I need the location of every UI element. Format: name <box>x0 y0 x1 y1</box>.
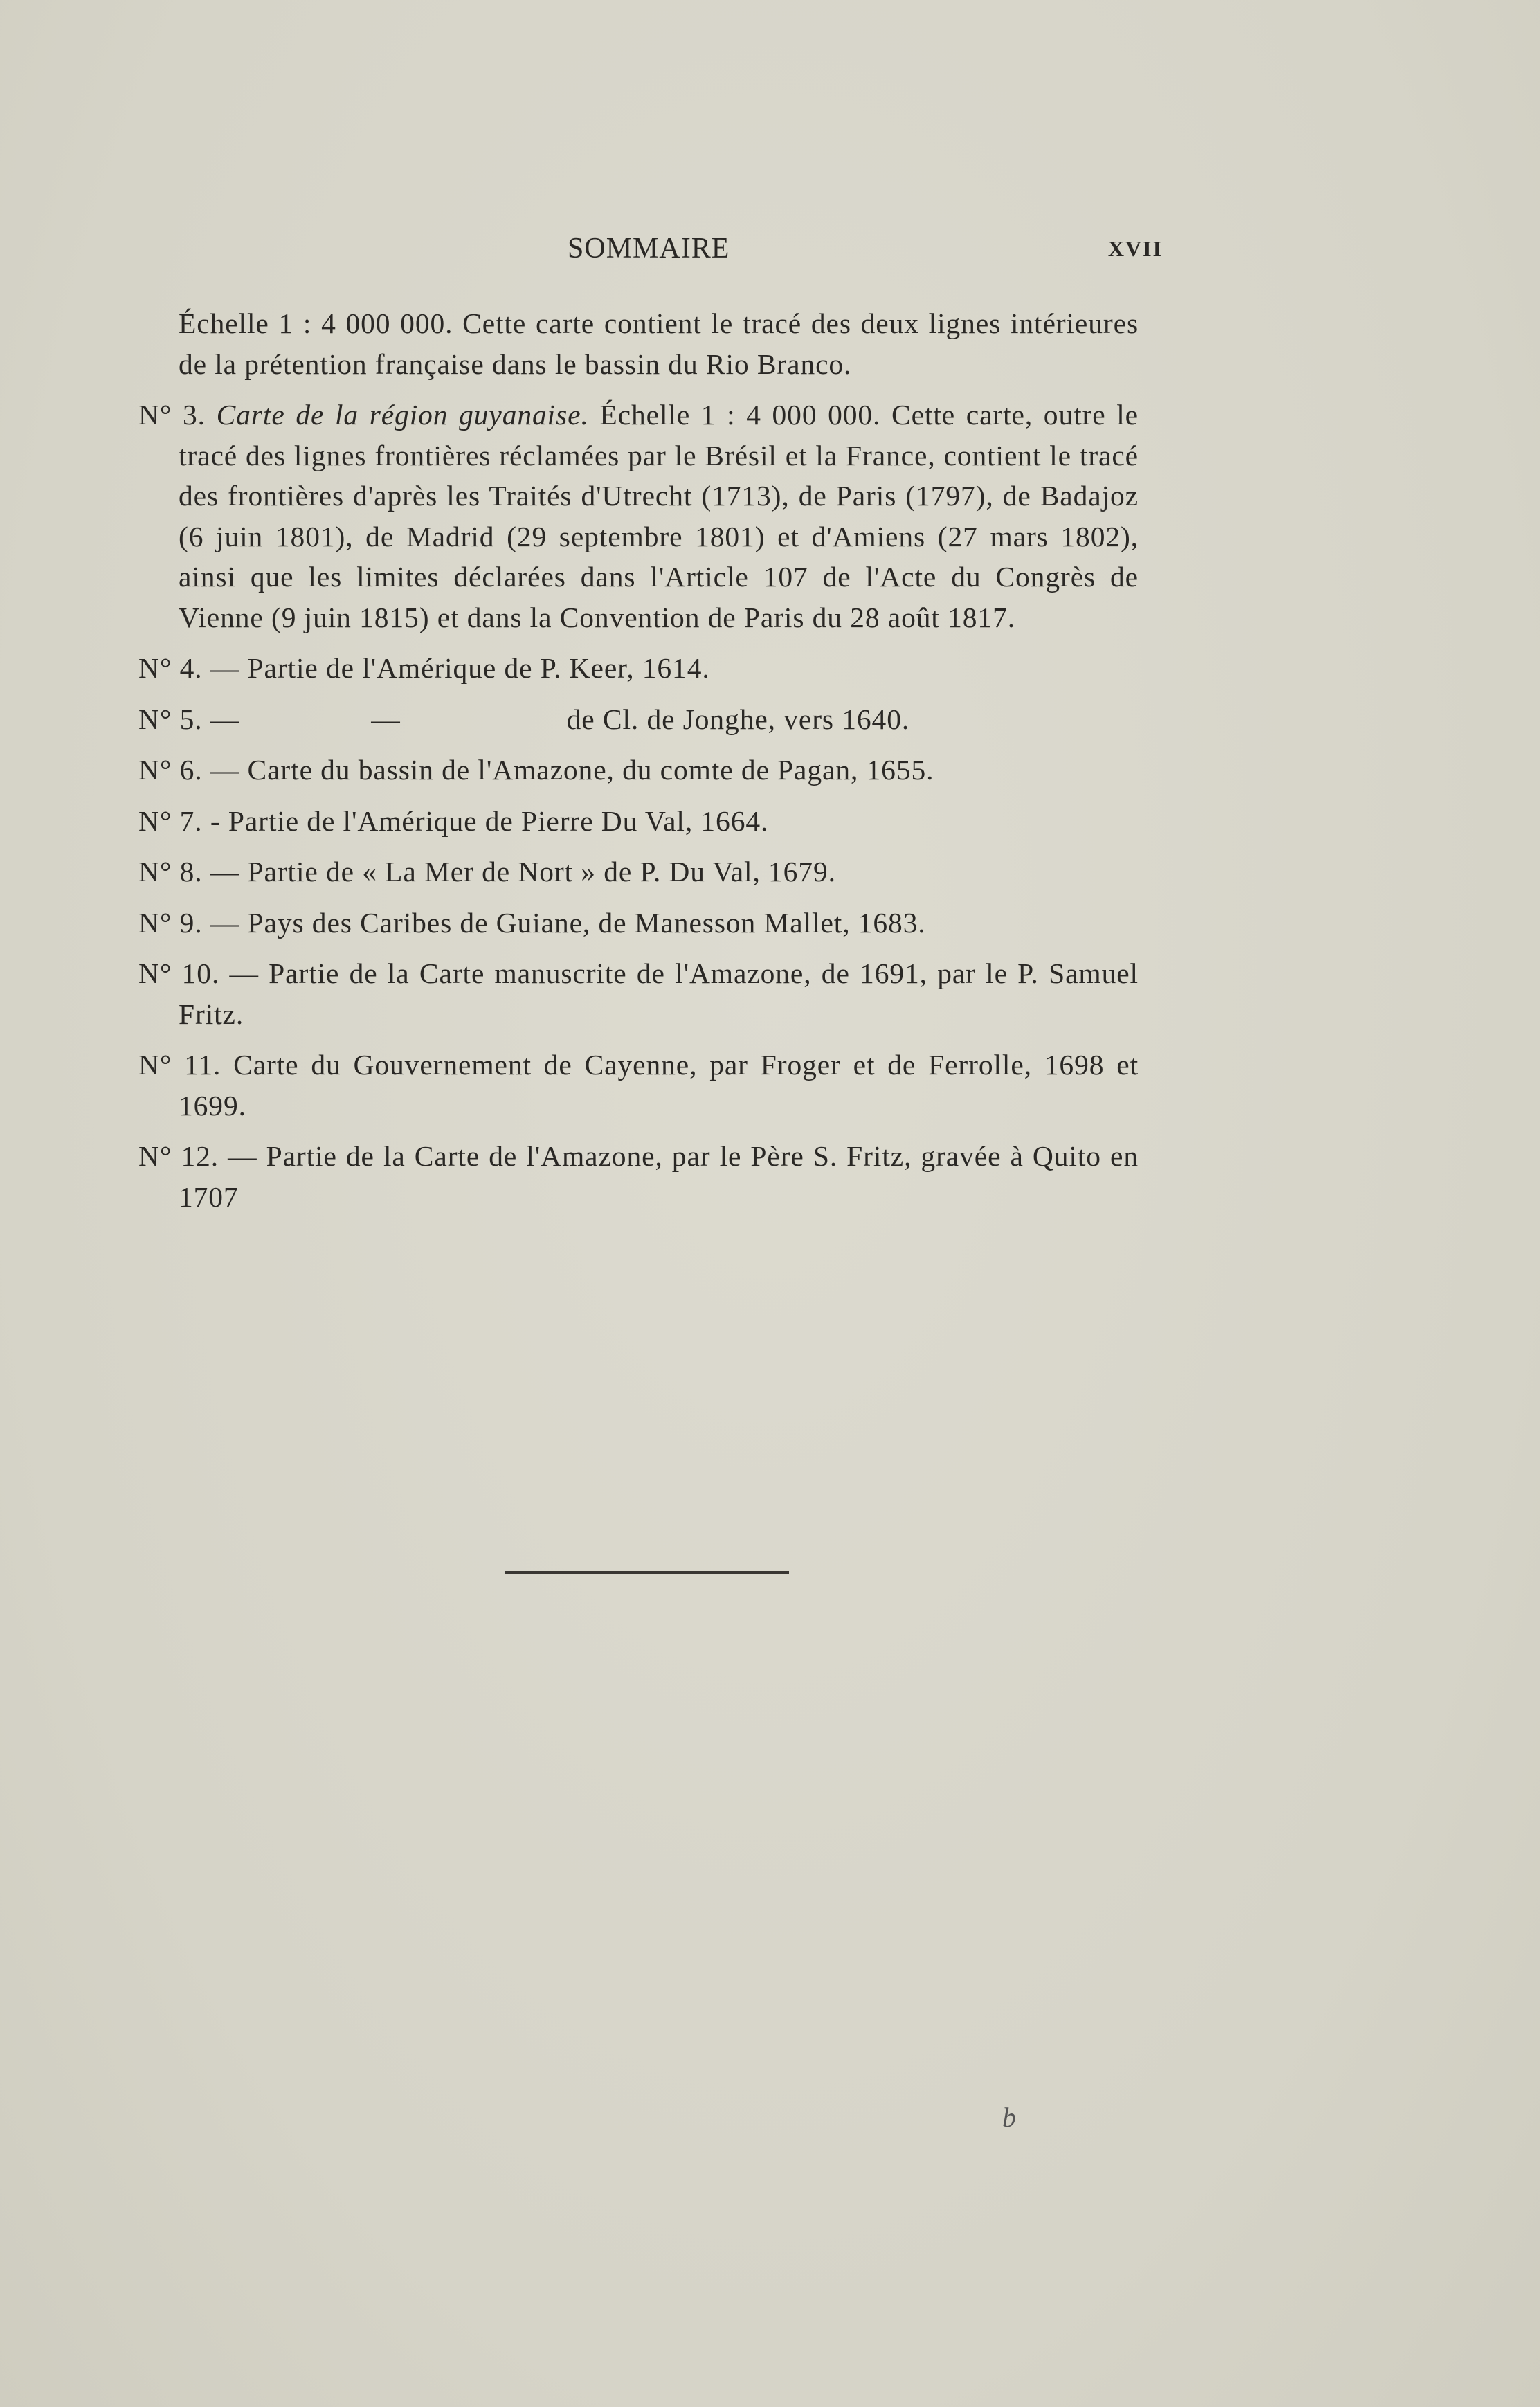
list-item <box>138 801 1139 842</box>
summary-list <box>138 303 1139 1227</box>
ditto-mark: — <box>371 703 401 735</box>
list-item <box>138 903 1139 944</box>
list-item <box>138 953 1139 1034</box>
running-title: SOMMAIRE <box>568 233 730 264</box>
entry-text: N° 7. - Partie de l'Amérique de Pierre Du Val, 1664. <box>138 804 769 837</box>
entry-number: N° 3. <box>138 399 206 431</box>
entry-text: de Cl. de Jonghe, vers 1640. <box>566 703 910 735</box>
entry-text: Échelle 1 : 4 000 000. Cette carte contient le tracé des deux lignes intérieures de la prétention française dans le bassin du Rio Branco. <box>179 307 1139 380</box>
list-item <box>138 699 1139 740</box>
end-rule <box>505 1571 789 1574</box>
signature-mark: b <box>1002 2102 1016 2133</box>
list-item <box>138 395 1139 638</box>
entry-text: N° 12. — Partie de la Carte de l'Amazone, par le Père S. Fritz, gravée à Quito en 1707 <box>138 1140 1139 1213</box>
list-item <box>138 851 1139 892</box>
list-item <box>138 750 1139 791</box>
entry-text: N° 10. — Partie de la Carte manuscrite de l'Amazone, de 1691, par le P. Samuel Fritz. <box>138 957 1139 1030</box>
list-item <box>138 1045 1139 1126</box>
entry-number: N° 5. — <box>138 703 240 735</box>
list-item <box>138 303 1139 384</box>
entry-text: N° 11. Carte du Gouvernement de Cayenne, par Froger et de Ferrolle, 1698 et 1699. <box>138 1049 1139 1121</box>
entry-text: N° 4. — Partie de l'Amérique de P. Keer, 1614. <box>138 652 710 684</box>
list-item <box>138 648 1139 689</box>
entry-text: Échelle 1 : 4 000 000. Cette carte, outre le tracé des lignes frontières réclamées par le Brésil et la France, contient le tracé des frontières d'après les Traités d'Utrecht (1713), de Paris (1797), de Badajoz (6 juin 1801), de Madrid (29 septembre 1801) et d'Amiens (27 mars 1802), ainsi que les limites déclarées dans l'Article 107 de l'Acte du Congrès de Vienne (9 juin 1815) et dans la Convention de Paris du 28 août 1817. <box>179 399 1139 633</box>
page-number: XVII <box>1107 236 1163 261</box>
list-item <box>138 1136 1139 1217</box>
entry-text: N° 6. — Carte du bassin de l'Amazone, du comte de Pagan, 1655. <box>138 754 934 786</box>
entry-text: N° 8. — Partie de « La Mer de Nort » de P. Du Val, 1679. <box>138 856 836 887</box>
page-header <box>138 232 1163 273</box>
entry-title: Carte de la région guyanaise. <box>216 399 589 431</box>
entry-text: N° 9. — Pays des Caribes de Guiane, de Manesson Mallet, 1683. <box>138 906 926 939</box>
